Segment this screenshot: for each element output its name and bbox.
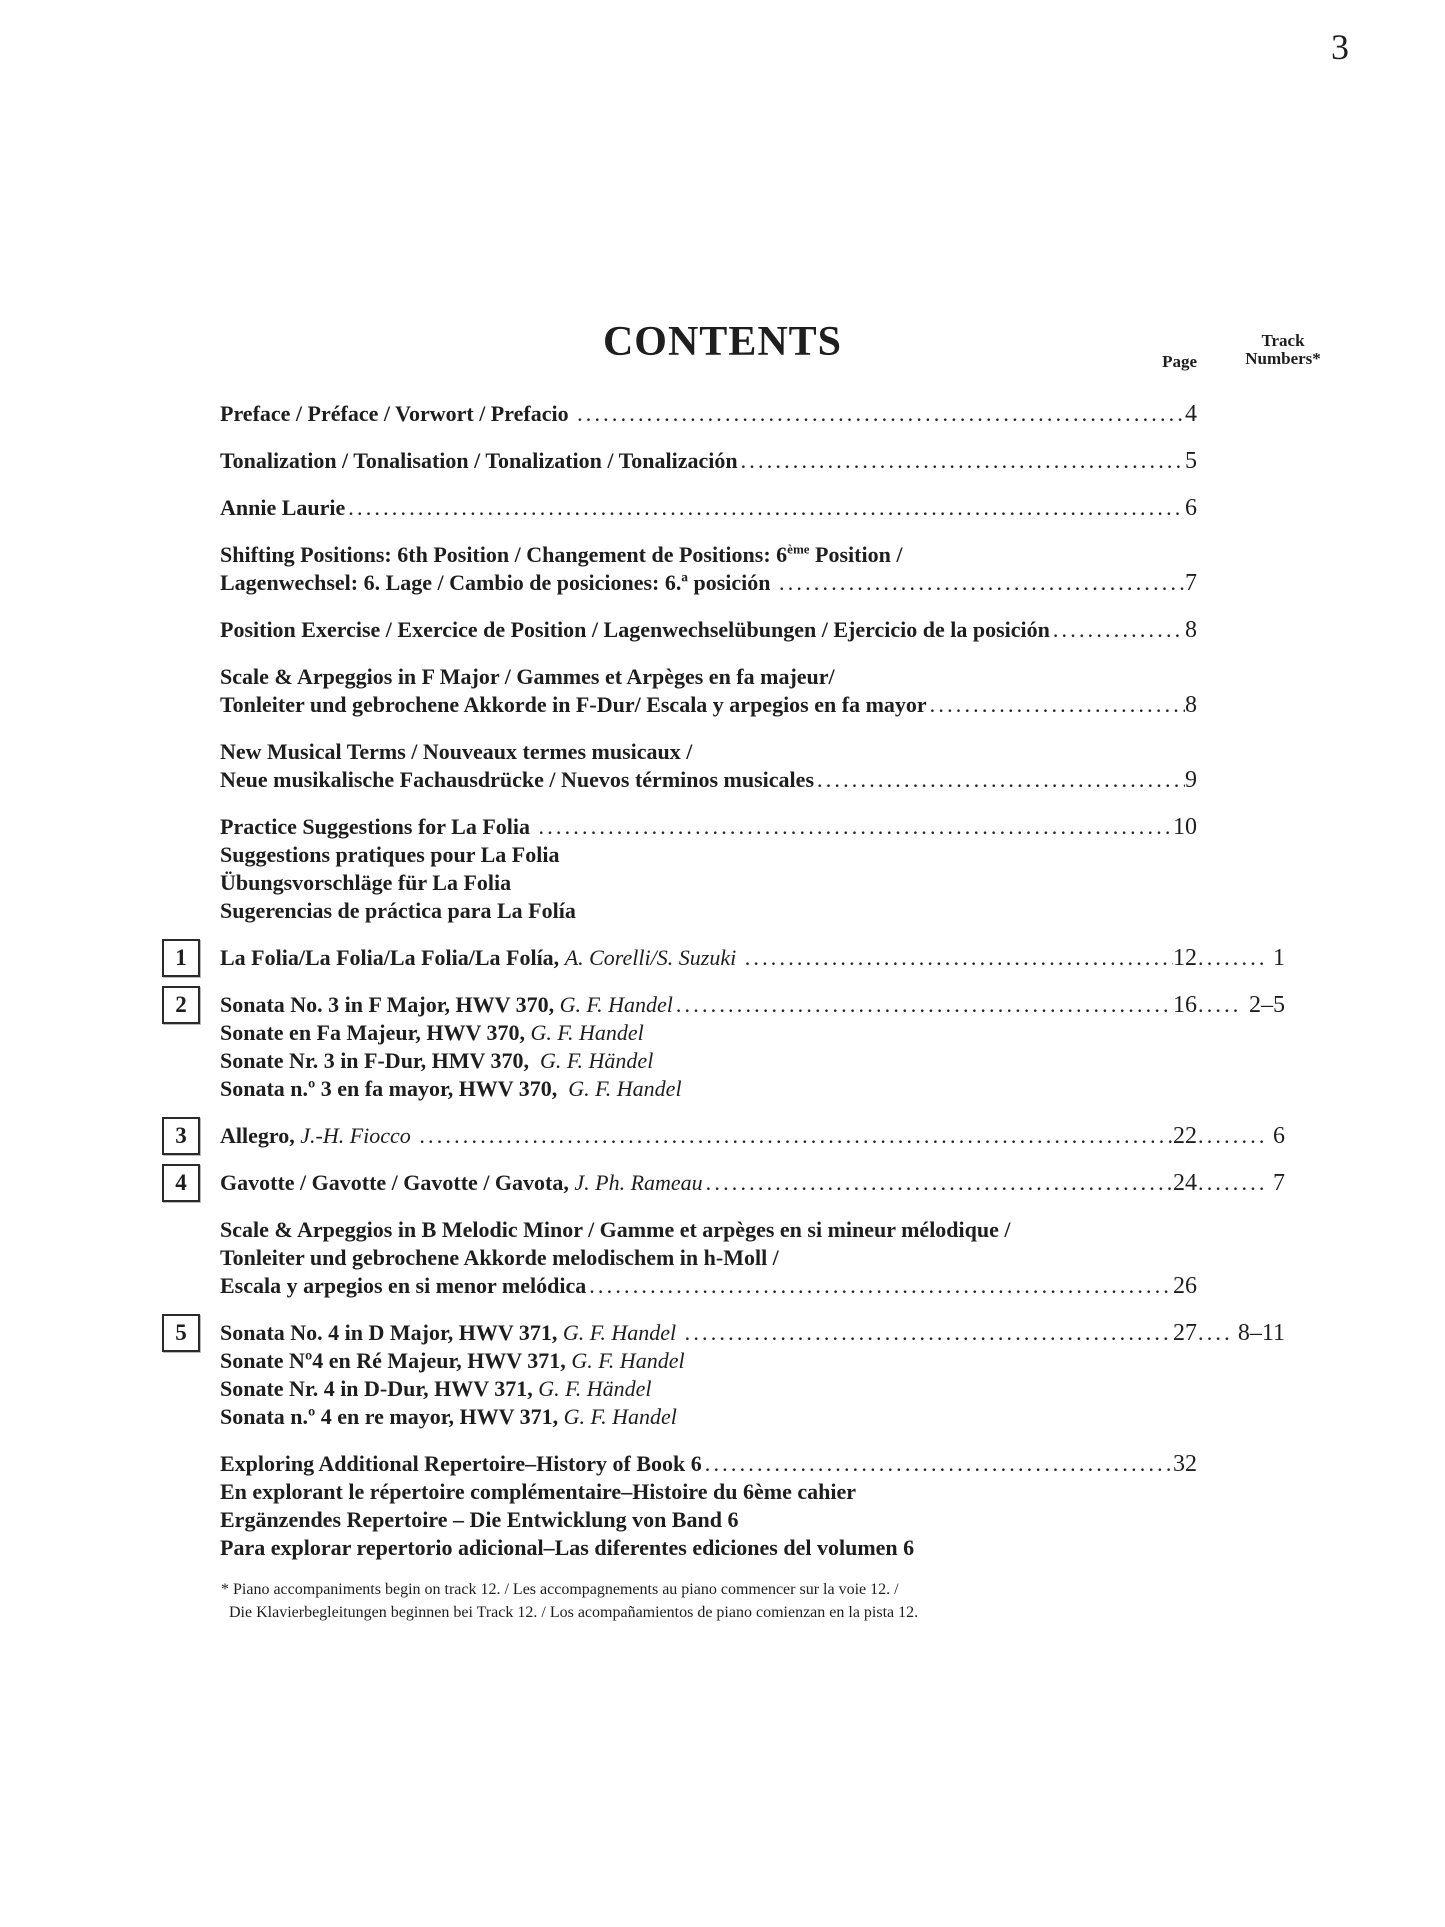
page-number: 16 [1173,992,1197,1018]
track-column [1197,766,1285,794]
track-column [1197,447,1285,475]
entry-text [220,1216,1011,1244]
dot-leader [345,494,1185,522]
entry-text [220,991,673,1019]
entry-text-segment: Sonate Nr. 4 in D-Dur, HWV 371, [220,1376,539,1401]
entry-text-segment: New Musical Terms / Nouveaux termes musicaux / [220,739,693,764]
dot-leader [586,1272,1173,1300]
entry-text [220,1403,677,1431]
track-column [1197,691,1285,719]
entry-text [220,1506,738,1534]
toc-entry [220,494,1285,522]
entry-text-segment: Sonate en Fa Majeur, HWV 370, [220,1020,531,1045]
entry-text-segment: Suggestions pratiques pour La Folia [220,842,560,867]
toc-entry [220,1450,1285,1562]
entry-line [220,1534,1285,1562]
entry-text-segment: Shifting Positions: 6th Position / Changement de Positions: 6 [220,542,788,567]
entry-text-segment: Neue musikalische Fachausdrücke / Nuevos términos musicales [220,767,814,792]
track-number: 6 [1273,1123,1285,1149]
dot-leader [703,1169,1173,1197]
entry-text [220,616,1050,644]
entry-text-segment: Tonleiter und gebrochene Akkorde melodischem in h-Moll / [220,1245,779,1270]
entry-text [220,1347,685,1375]
toc-entry [220,738,1285,794]
entry-text [220,541,902,569]
page-number: 7 [1185,570,1197,596]
entry-text-segment: Übungsvorschläge für La Folia [220,870,512,895]
track-column [1197,616,1285,644]
entry-text-segment: Allegro, [220,1123,301,1148]
entry-text [220,447,738,475]
composer-name: A. Corelli/S. Suzuki [564,945,737,970]
entry-text-segment: Practice Suggestions for La Folia [220,814,536,839]
entry-line [220,991,1285,1019]
page-number: 32 [1173,1451,1197,1477]
entry-line [220,400,1285,428]
entry-text-segment: Sonata No. 4 in D Major, HWV 371, [220,1320,563,1345]
track-column [1197,400,1285,428]
entry-text-segment: Lagenwechsel: 6. Lage / Cambio de posiciones: 6.ª posición [220,570,776,595]
toc-entry [220,616,1285,644]
entry-text-segment: Sonata n.º 3 en fa mayor, HWV 370, [220,1076,569,1101]
entry-line [220,663,1285,691]
track-column [1197,1122,1285,1150]
entry-text-segment: Scale & Arpeggios in F Major / Gammes et Arpèges en fa majeur/ [220,664,835,689]
entry-line [220,1216,1285,1244]
entry-line [220,944,1285,972]
entry-text-segment: Scale & Arpeggios in B Melodic Minor / Gamme et arpèges en si mineur mélodique / [220,1217,1011,1242]
page-number: 8 [1185,617,1197,643]
page-number: 27 [1173,1320,1197,1346]
toc-entry [175,991,1285,1103]
toc-entry [220,663,1285,719]
page-folio: 3 [1331,27,1349,67]
composer-name: G. F. Handel [562,1320,677,1345]
track-header-line2: Numbers* [1245,349,1321,368]
page-number: 9 [1185,767,1197,793]
footnote-line1: * Piano accompaniments begin on track 12. / Les accompagnements au piano commencer sur la voie 12. / [221,1581,899,1598]
entry-line [220,1169,1285,1197]
dot-leader [1197,944,1266,972]
entry-line [220,569,1285,597]
entry-text [220,897,576,925]
dot-leader [673,991,1173,1019]
composer-name: G. F. Handel [559,992,673,1017]
entry-line [220,616,1285,644]
entry-line [220,494,1285,522]
entry-line [220,1244,1285,1272]
entry-text-segment: Annie Laurie [220,495,346,520]
entry-text [220,691,927,719]
page-number: 8 [1185,692,1197,718]
dot-leader [1197,991,1242,1019]
page-number: 22 [1173,1123,1197,1149]
track-number: 7 [1273,1170,1285,1196]
contents-title: CONTENTS [602,319,843,365]
entry-text [220,1319,682,1347]
track-numbers-column-header [1198,332,1368,368]
dot-leader [742,944,1173,972]
dot-leader [1197,1319,1231,1347]
entry-text [220,1075,682,1103]
entry-number-box: 3 [162,1117,200,1155]
composer-name: G. F. Handel [530,1020,644,1045]
toc-list [175,400,1285,1581]
entry-text [220,1534,914,1562]
dot-leader [416,1122,1173,1150]
entry-text-segment: Sugerencias de práctica para La Folía [220,898,576,923]
entry-text [220,1244,779,1272]
entry-line [220,447,1285,475]
entry-line [220,897,1285,925]
entry-number-box: 5 [162,1314,200,1352]
toc-entry [175,1169,1285,1197]
dot-leader [927,691,1185,719]
entry-line [220,869,1285,897]
track-header-line1: Track [1261,331,1305,350]
page-number: 6 [1185,495,1197,521]
composer-name: G. F. Handel [571,1348,685,1373]
composer-name: G. F. Handel [563,1404,677,1429]
entry-line [220,1347,1285,1375]
entry-line [220,1403,1285,1431]
dot-leader [682,1319,1173,1347]
dot-leader [1197,1122,1266,1150]
track-column [1197,569,1285,597]
entry-line [220,841,1285,869]
entry-text [220,1047,653,1075]
entry-text-segment: Position / [809,542,903,567]
entry-line [220,1450,1285,1478]
entry-line [220,1375,1285,1403]
entry-line [220,1478,1285,1506]
entry-text [220,663,835,691]
track-column [1197,1272,1285,1300]
entry-text-segment: Preface / Préface / Vorwort / Prefacio [220,401,575,426]
entry-text-segment: Tonleiter und gebrochene Akkorde in F-Dur/ Escala y arpegios en fa mayor [220,692,927,717]
entry-text-segment: Gavotte / Gavotte / Gavotte / Gavota, [220,1170,575,1195]
entry-text [220,738,692,766]
page-number: 24 [1173,1170,1197,1196]
entry-text-segment: Tonalization / Tonalisation / Tonalization / Tonalización [220,448,738,473]
entry-line [220,1075,1285,1103]
entry-text-segment: Sonate Nr. 3 in F-Dur, HMV 370, [220,1048,541,1073]
entry-text [220,869,511,897]
toc-entry [175,1122,1285,1150]
dot-leader [776,569,1185,597]
entry-number-box: 4 [162,1164,200,1202]
entry-line [220,1122,1285,1150]
entry-number-box: 2 [162,986,200,1024]
track-column [1197,813,1285,841]
entry-text [220,1122,416,1150]
dot-leader [574,400,1185,428]
entry-line [220,813,1285,841]
entry-text [220,494,345,522]
entry-text [220,1169,703,1197]
entry-text-segment: Sonate Nº4 en Ré Majeur, HWV 371, [220,1348,572,1373]
page-number: 5 [1185,448,1197,474]
entry-text [220,1019,644,1047]
page-number: 26 [1173,1273,1197,1299]
dot-leader [738,447,1185,475]
entry-line [220,738,1285,766]
entry-text [220,1272,586,1300]
composer-name: J. Ph. Rameau [574,1170,703,1195]
page-number: 4 [1185,401,1197,427]
entry-line [220,541,1285,569]
track-column [1197,1450,1285,1478]
track-number: 8–11 [1237,1320,1285,1346]
track-column [1197,991,1285,1019]
track-column [1197,494,1285,522]
entry-line [220,1319,1285,1347]
entry-text-segment: La Folia/La Folia/La Folia/La Folía, [220,945,565,970]
footnote [221,1578,1181,1624]
toc-entry [220,1216,1285,1300]
entry-text-segment: Exploring Additional Repertoire–History of Book 6 [220,1451,702,1476]
entry-text-segment: Position Exercise / Exercice de Position / Lagenwechselübungen / Ejercicio de la posición [220,617,1050,642]
toc-entry [220,400,1285,428]
toc-entry [175,1319,1285,1431]
page-column-header: Page [1162,352,1197,371]
track-column [1197,944,1285,972]
entry-line [220,691,1285,719]
composer-name: J.-H. Fiocco [300,1123,411,1148]
entry-line [220,1506,1285,1534]
composer-name: G. F. Handel [568,1076,682,1101]
page-number: 10 [1173,814,1197,840]
toc-entry [220,447,1285,475]
entry-text-segment: En explorant le répertoire complémentaire–Histoire du 6ème cahier [220,1479,857,1504]
entry-line [220,766,1285,794]
entry-text-segment: Ergänzendes Repertoire – Die Entwicklung von Band 6 [220,1507,739,1532]
entry-line [220,1047,1285,1075]
entry-text-segment: Sonata No. 3 in F Major, HWV 370, [220,992,560,1017]
toc-entry [175,944,1285,972]
track-number: 1 [1273,945,1285,971]
footnote-line2: Die Klavierbegleitungen beginnen bei Track 12. / Los acompañamientos de piano comienzan en la pista 12. [229,1604,919,1621]
track-number: 2–5 [1249,992,1285,1018]
entry-text [220,1375,652,1403]
entry-text [220,841,559,869]
dot-leader [536,813,1174,841]
entry-text [220,569,776,597]
dot-leader [814,766,1185,794]
entry-line [220,1019,1285,1047]
entry-text [220,400,574,428]
entry-text-segment: ème [787,541,810,557]
entry-text-segment: Sonata n.º 4 en re mayor, HWV 371, [220,1404,564,1429]
entry-line [220,1272,1285,1300]
entry-text-segment: Para explorar repertorio adicional–Las diferentes ediciones del volumen 6 [220,1535,915,1560]
track-column [1197,1169,1285,1197]
dot-leader [702,1450,1173,1478]
entry-text [220,944,742,972]
page-number: 12 [1173,945,1197,971]
toc-entry [220,541,1285,597]
composer-name: G. F. Händel [538,1376,652,1401]
entry-text-segment: Escala y arpegios en si menor melódica [220,1273,587,1298]
entry-text [220,1450,702,1478]
track-column [1197,1319,1285,1347]
dot-leader [1050,616,1185,644]
entry-text [220,1478,856,1506]
entry-number-box: 1 [162,939,200,977]
entry-text [220,766,814,794]
dot-leader [1197,1169,1266,1197]
toc-entry [220,813,1285,925]
entry-text [220,813,536,841]
composer-name: G. F. Händel [540,1048,654,1073]
